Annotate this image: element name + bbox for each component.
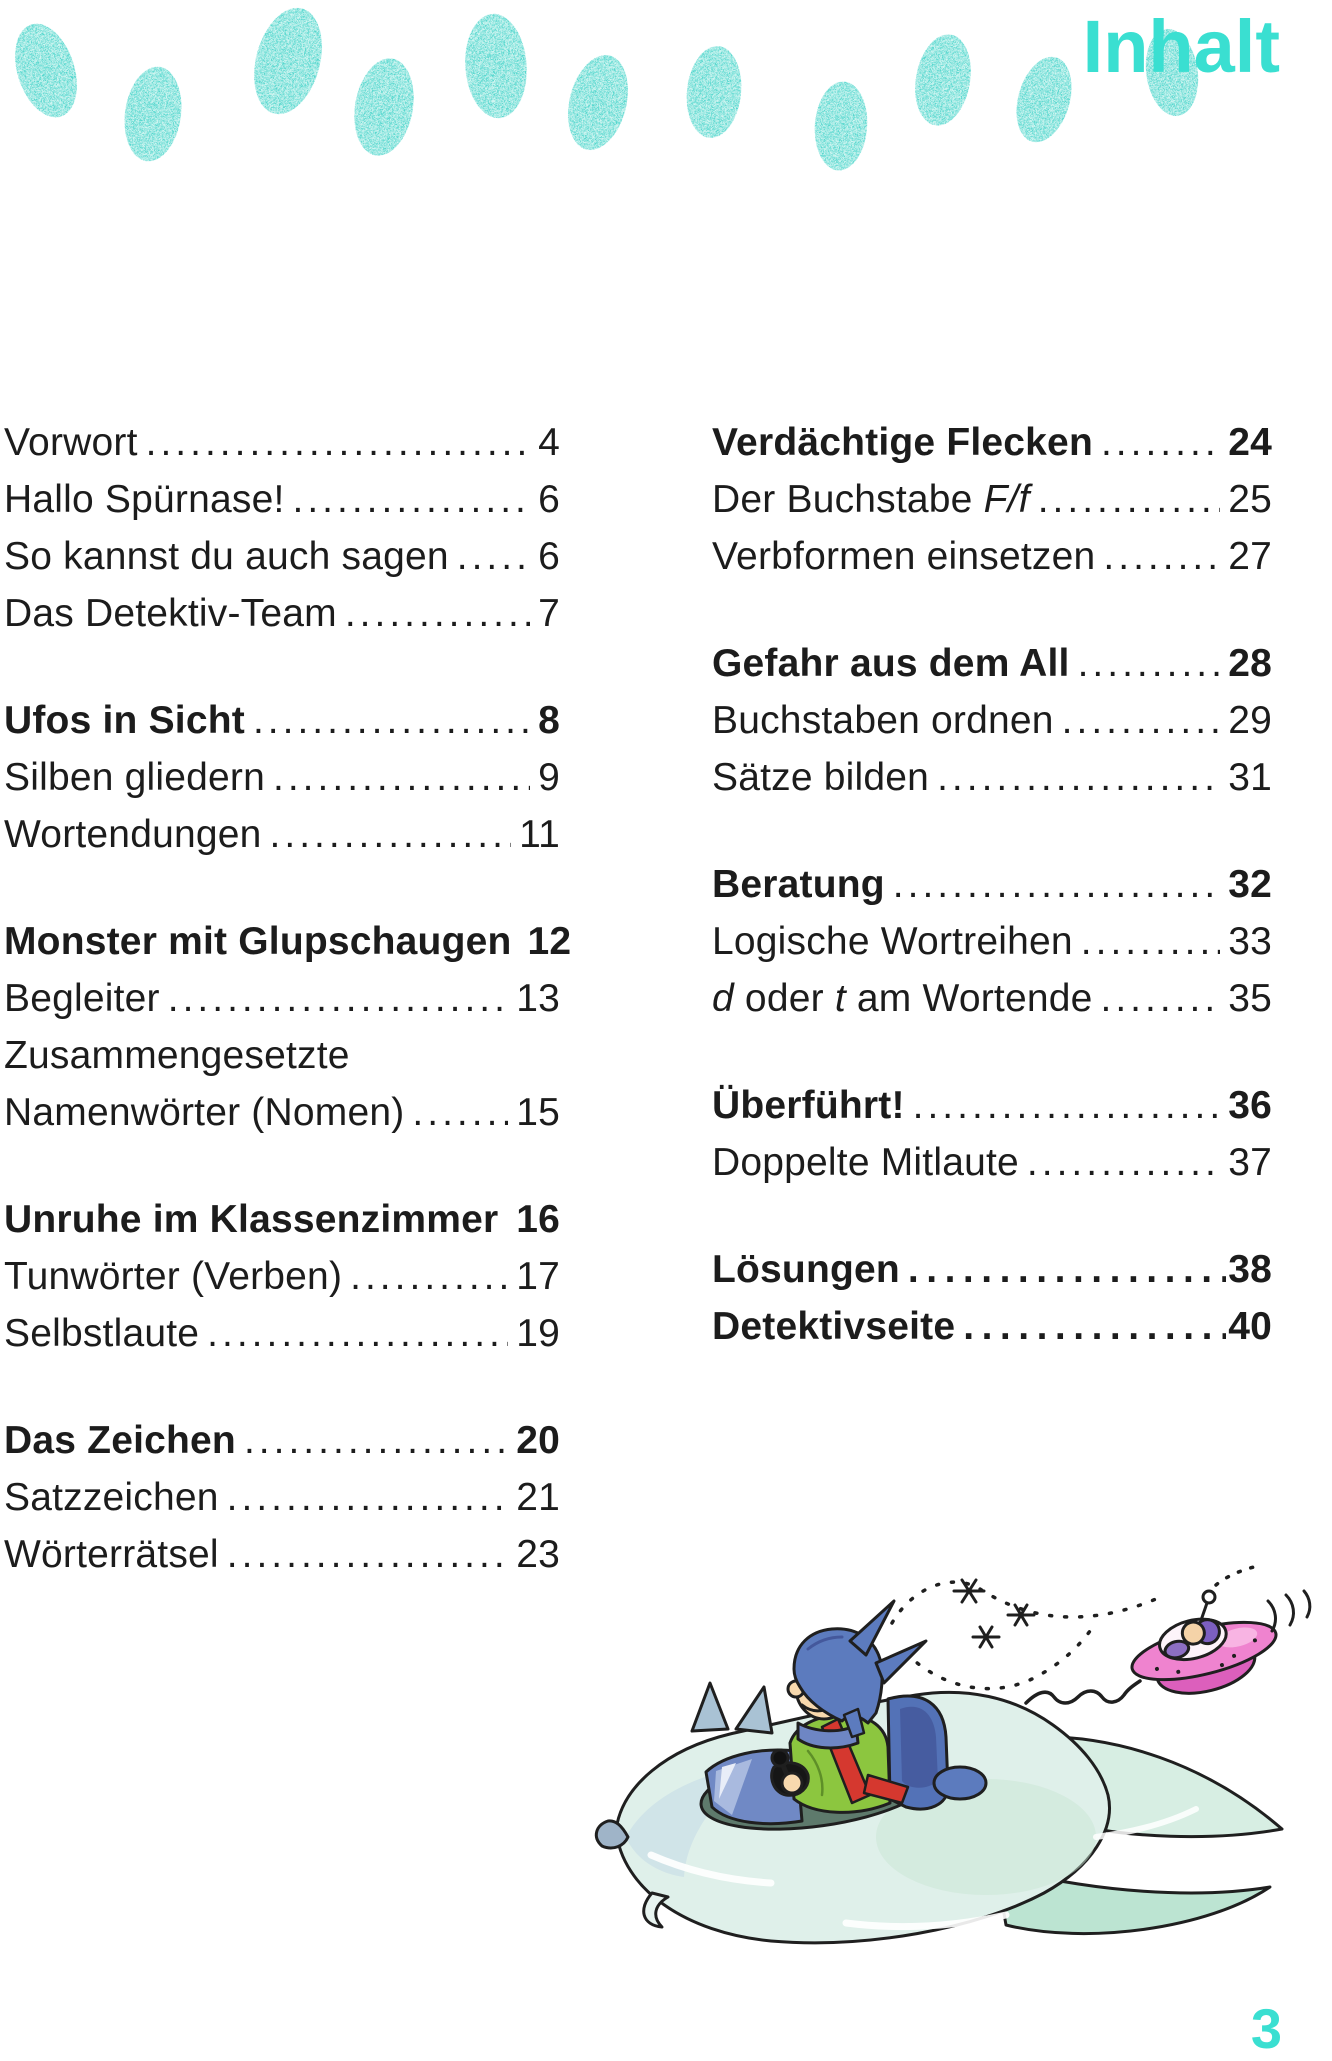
toc-entry <box>712 528 1272 585</box>
toc-leader-dots <box>1101 414 1220 471</box>
toc-entry-label: Begleiter <box>4 977 160 1020</box>
toc-page-number: 38 <box>1228 1248 1272 1291</box>
toc-leader-dots <box>146 414 530 471</box>
toc-page-number: 15 <box>516 1091 560 1134</box>
toc-page-number: 8 <box>538 699 560 742</box>
toc-entry <box>4 1526 560 1583</box>
pilot-knee <box>934 1767 986 1799</box>
pink-ufo <box>1124 1591 1310 1708</box>
toc-page-number: 33 <box>1228 920 1272 963</box>
toc-entry <box>4 471 560 528</box>
toc-entry-label: Das Detektiv-Team <box>4 592 337 635</box>
fingerprint-icon <box>115 54 192 174</box>
toc-entry-label: Zusammengesetzte <box>4 1034 350 1077</box>
fingerprint-icon <box>1000 45 1088 154</box>
toc-entry-label: Gefahr aus dem All <box>712 642 1070 685</box>
toc-page-number: 16 <box>516 1198 560 1241</box>
toc-page-number: 35 <box>1228 977 1272 1020</box>
fingerprint-icon <box>238 0 338 127</box>
toc-page-number: 4 <box>538 421 560 464</box>
toc-entry <box>4 806 560 863</box>
toc-page-number: 7 <box>538 592 560 635</box>
toc-page-number: 17 <box>516 1255 560 1298</box>
toc-entry <box>712 635 1272 692</box>
toc-leader-dots <box>506 1191 508 1248</box>
toc-page-number: 12 <box>527 920 572 963</box>
toc-page-number: 29 <box>1228 699 1272 742</box>
toc-entry <box>4 1412 560 1469</box>
toc-entry-label: Tunwörter (Verben) <box>4 1255 343 1298</box>
toc-entry <box>712 1077 1272 1134</box>
toc-leader-dots <box>412 1084 508 1141</box>
toc-page-number: 9 <box>538 756 560 799</box>
front-fin <box>736 1687 772 1733</box>
toc-entry-label: d oder t am Wortende <box>712 977 1093 1020</box>
toc-page-number: 40 <box>1228 1305 1272 1348</box>
toc-entry-label: Lösungen <box>712 1248 900 1291</box>
toc-page-number: 21 <box>516 1476 560 1519</box>
toc-leader-dots <box>893 856 1220 913</box>
toc-entry <box>712 749 1272 806</box>
toc-leader-dots <box>227 1469 509 1526</box>
toc-entry <box>712 471 1272 528</box>
toc-entry <box>712 692 1272 749</box>
motion-marks <box>1268 1591 1310 1631</box>
toc-leader-dots <box>1081 913 1220 970</box>
antenna-ring <box>1203 1591 1215 1603</box>
toc-entry <box>4 913 572 970</box>
toc-leader-dots <box>457 528 530 585</box>
fingerprint-icon <box>904 25 982 134</box>
toc-entry <box>4 1305 560 1362</box>
toc-page-number: 6 <box>538 535 560 578</box>
toc-entry-label: Selbstlaute <box>4 1312 200 1355</box>
toc-entry <box>712 1241 1272 1298</box>
fingerprint-icon <box>458 3 534 129</box>
toc-page-number: 28 <box>1228 642 1272 685</box>
toc-page-number: 32 <box>1228 863 1272 906</box>
hand <box>782 1773 802 1793</box>
toc-entry <box>4 692 560 749</box>
toc-leader-dots <box>345 585 530 642</box>
toc-entry-label: Buchstaben ordnen <box>712 699 1054 742</box>
toc-entry-label: Silben gliedern <box>4 756 266 799</box>
toc-column-right <box>712 414 1272 1355</box>
toc-entry-label: Sätze bilden <box>712 756 930 799</box>
toc-entry <box>4 1027 560 1084</box>
fingerprint-icon <box>808 70 873 182</box>
spaceship-tail-hook <box>644 1893 668 1927</box>
toc-page-number: 37 <box>1228 1141 1272 1184</box>
toc-entry-label: Beratung <box>712 863 885 906</box>
toc-page-number: 23 <box>516 1533 560 1576</box>
toc-entry-label: Das Zeichen <box>4 1419 236 1462</box>
toc-entry-label: Unruhe im Klassenzimmer <box>4 1198 499 1241</box>
toc-page-number: 36 <box>1228 1084 1272 1127</box>
toc-entry <box>4 585 560 642</box>
toc-entry-label: Verdächtige Flecken <box>712 421 1093 464</box>
toc-leader-dots <box>253 692 530 749</box>
toc-leader-dots <box>273 749 530 806</box>
toc-leader-dots <box>293 471 531 528</box>
toc-entry-label: Logische Wortreihen <box>712 920 1073 963</box>
toc-entry-label: Detektivseite <box>712 1305 956 1348</box>
toc-page-number: 6 <box>538 478 560 521</box>
toc-page-number: 11 <box>519 813 560 856</box>
toc-leader-dots <box>1101 970 1221 1027</box>
toc-leader-dots <box>913 1077 1221 1134</box>
toc-entry-label: Überführt! <box>712 1084 905 1127</box>
fingerprint-icon <box>554 44 642 161</box>
toc-column-left <box>4 414 572 1583</box>
toc-entry-label: Wortendungen <box>4 813 262 856</box>
toc-entry <box>4 749 560 806</box>
toc-entry-label: Ufos in Sicht <box>4 699 245 742</box>
toc-entry <box>4 970 560 1027</box>
detective-spaceship-illustration <box>556 1537 1328 1957</box>
toc-entry-label: Namenwörter (Nomen) <box>4 1091 405 1134</box>
toc-entry <box>712 856 1272 913</box>
toc-entry-label: Monster mit Glupschaugen <box>4 920 512 963</box>
toc-leader-dots <box>207 1305 508 1362</box>
fingerprint-icon <box>343 47 425 166</box>
toc-entry <box>712 970 1272 1027</box>
toc-entry-label: Vorwort <box>4 421 138 464</box>
page-header <box>0 0 1332 210</box>
toc-leader-dots <box>227 1526 508 1583</box>
folio-page-number: 3 <box>1250 1997 1282 2060</box>
toc-leader-dots <box>1103 528 1220 585</box>
toc-entry-label: Hallo Spürnase! <box>4 478 285 521</box>
toc-leader-dots <box>168 970 508 1027</box>
toc-leader-dots <box>1078 635 1221 692</box>
toc-leader-dots <box>350 1248 508 1305</box>
toc-leader-dots <box>908 1241 1226 1298</box>
toc-entry <box>4 414 560 471</box>
toc-page-number: 25 <box>1228 478 1272 521</box>
toc-leader-dots <box>270 806 512 863</box>
toc-entry <box>4 528 560 585</box>
toc-leader-dots <box>1038 471 1221 528</box>
toc-leader-dots <box>1027 1134 1220 1191</box>
toc-entry <box>4 1084 560 1141</box>
toc-leader-dots <box>244 1412 508 1469</box>
sparkle-stars <box>954 1580 1034 1647</box>
toc-entry <box>712 913 1272 970</box>
toc-leader-dots <box>937 749 1220 806</box>
toc-entry <box>4 1248 560 1305</box>
fingerprint-icon <box>677 39 751 145</box>
toc-entry <box>4 1191 560 1248</box>
toc-page-number: 27 <box>1228 535 1272 578</box>
toc-leader-dots <box>963 1298 1226 1355</box>
toc-entry-label: Wörterrätsel <box>4 1533 219 1576</box>
toc-leader-dots <box>1062 692 1221 749</box>
toc-entry <box>712 1134 1272 1191</box>
toc-entry-label: Verbformen einsetzen <box>712 535 1096 578</box>
toc-page-number: 24 <box>1228 421 1272 464</box>
squiggle-line <box>1026 1681 1140 1703</box>
page-title: Inhalt <box>1082 5 1280 88</box>
toc-entry-label: Der Buchstabe F/f <box>712 478 1030 521</box>
toc-page-number: 13 <box>516 977 560 1020</box>
toc-entry <box>712 1298 1272 1355</box>
toc-page-number: 20 <box>516 1419 560 1462</box>
toc-entry-label: So kannst du auch sagen <box>4 535 449 578</box>
toc-entry <box>712 414 1272 471</box>
fingerprint-icon <box>0 10 95 131</box>
front-fin <box>692 1683 728 1731</box>
toc-entry-label: Satzzeichen <box>4 1476 219 1519</box>
toc-page-number: 19 <box>516 1312 560 1355</box>
toc-entry <box>4 1469 560 1526</box>
toc-page-number: 31 <box>1228 756 1272 799</box>
toc-entry-label: Doppelte Mitlaute <box>712 1141 1019 1184</box>
